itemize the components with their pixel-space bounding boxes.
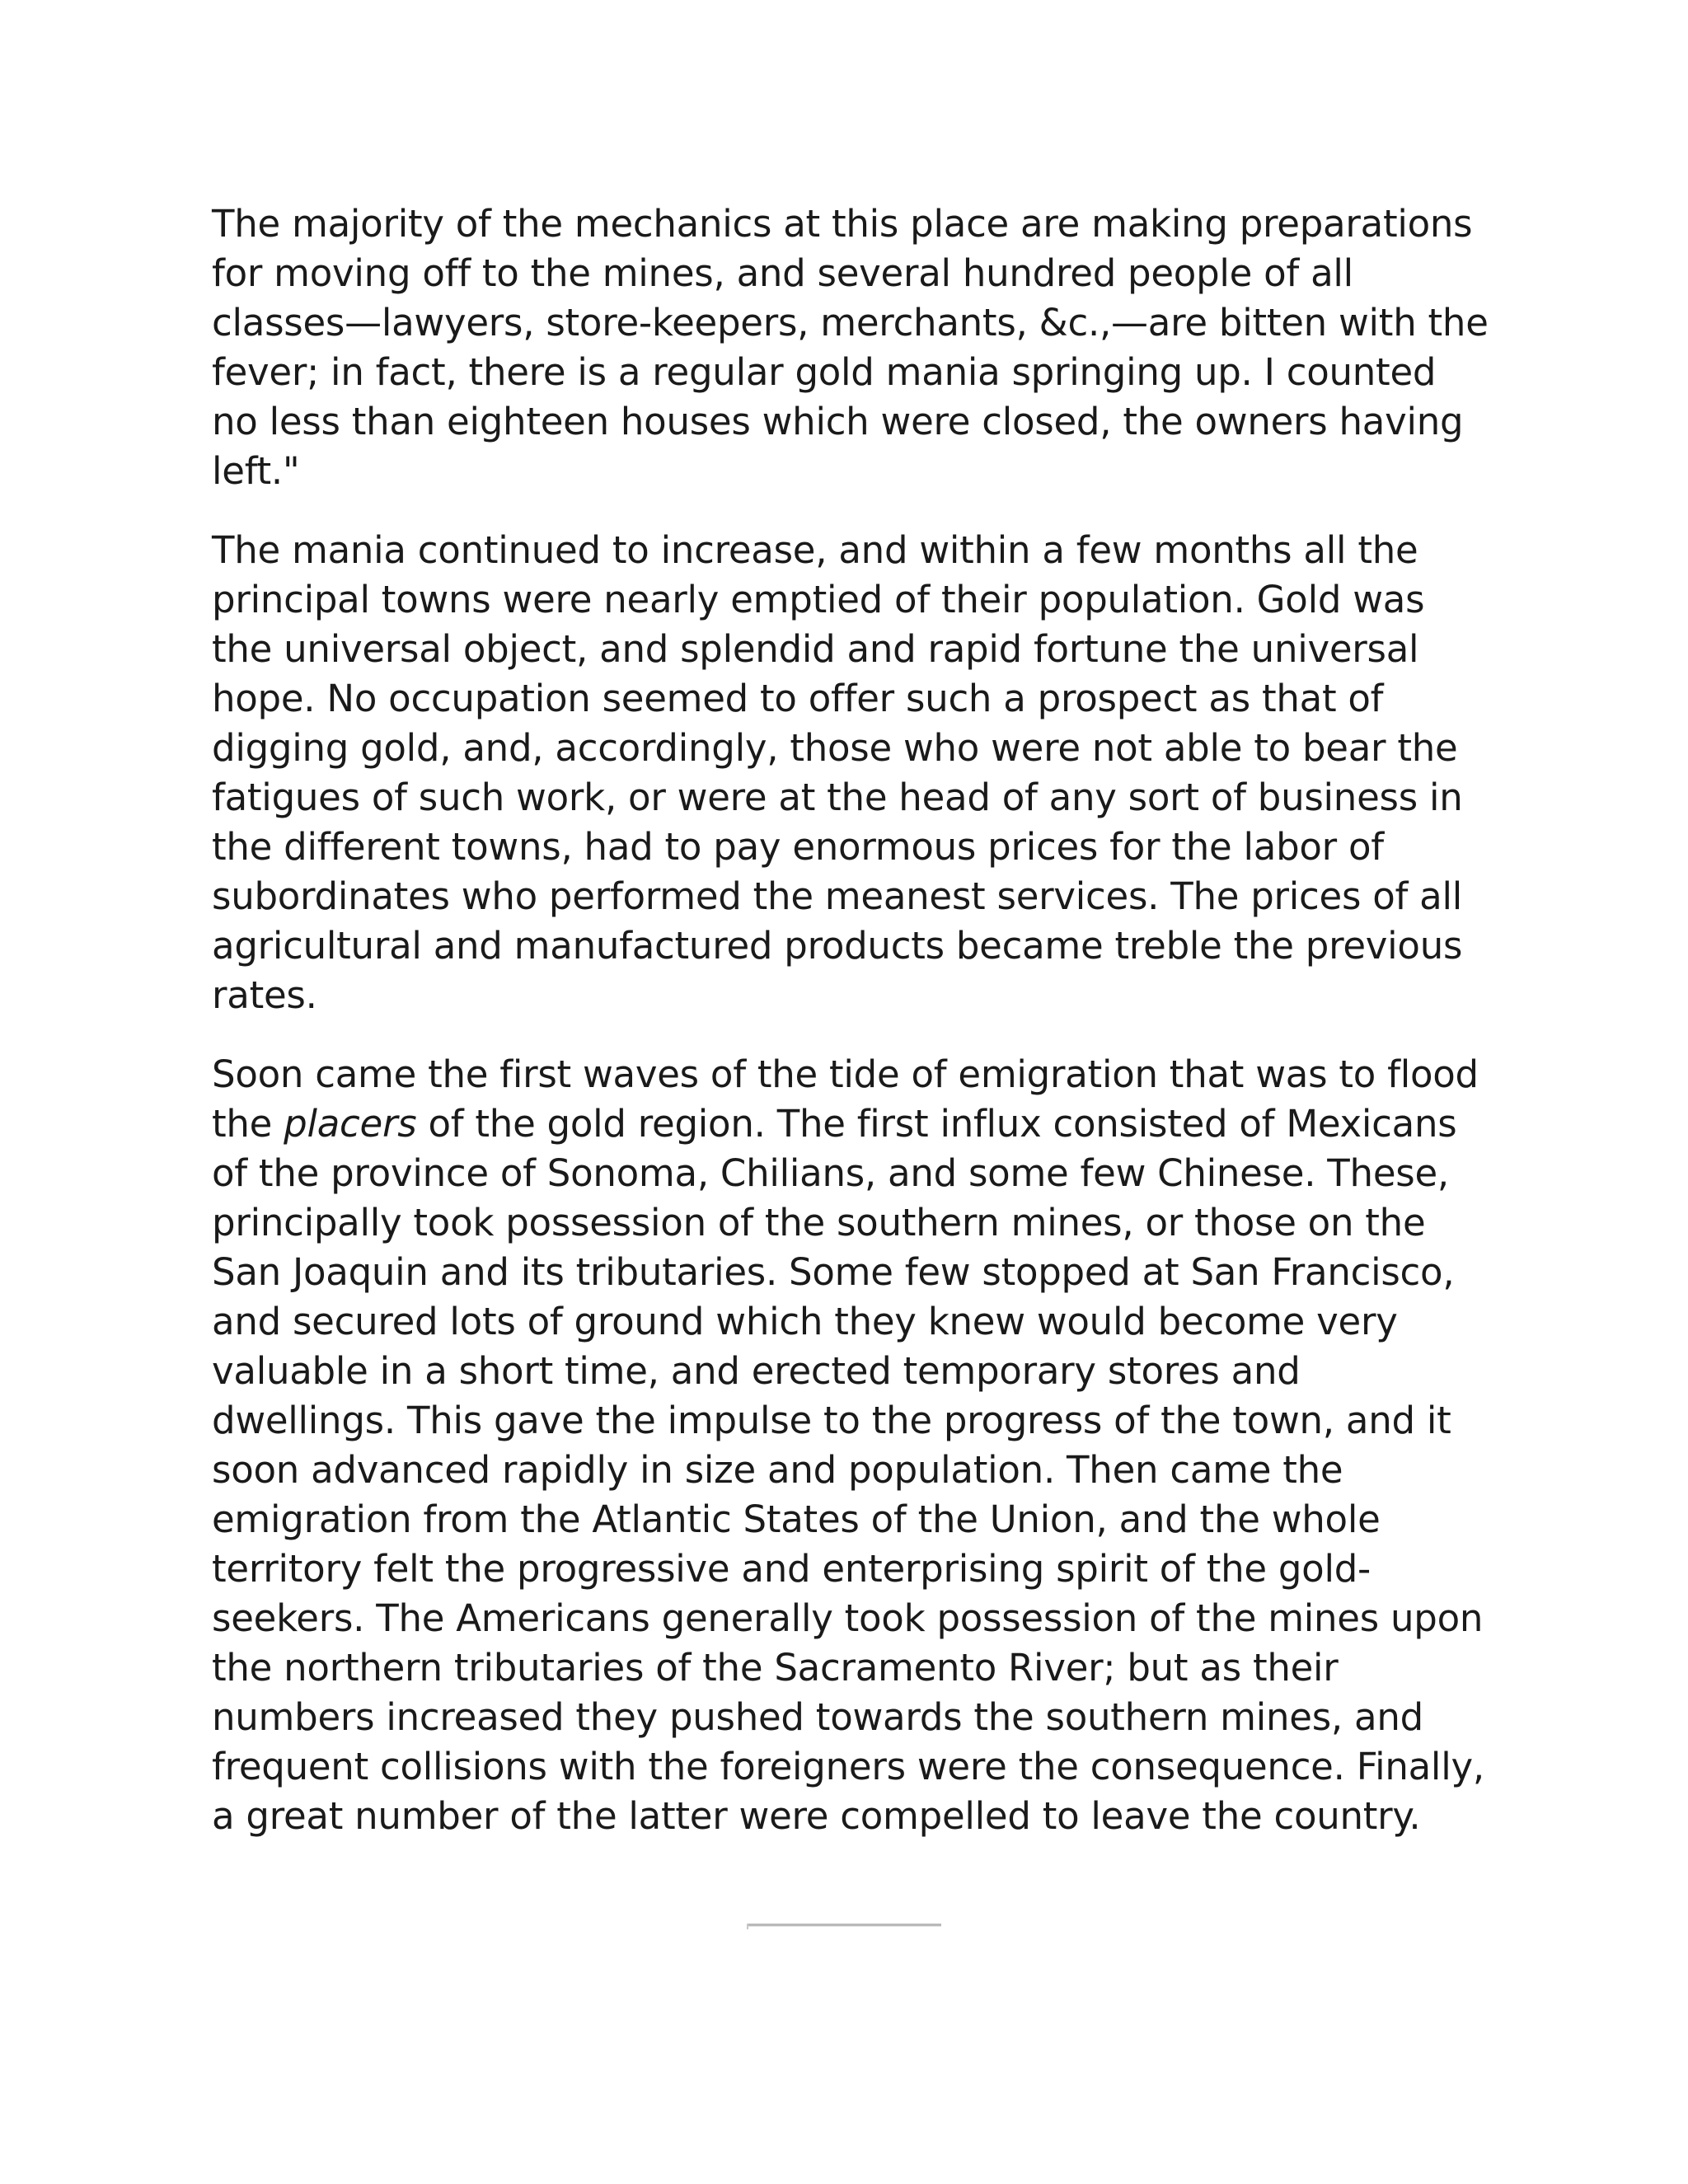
text-line: classes—lawyers, store-keepers, merchants, &c.,—are bitten with the [212, 301, 1489, 344]
paragraph-1 [212, 199, 1498, 496]
paragraph-3 [212, 1050, 1498, 1841]
text-line: a great number of the latter were compelled to leave the country. [212, 1794, 1421, 1838]
section-divider-rule [747, 1924, 941, 1927]
text-line: principally took possession of the southern mines, or those on the [212, 1201, 1426, 1244]
text-line: The majority of the mechanics at this place are making preparations [212, 202, 1473, 246]
text-line: no less than eighteen houses which were closed, the owners having [212, 400, 1464, 443]
text-line: the northern tributaries of the Sacramento River; but as their [212, 1646, 1339, 1690]
text-line: the different towns, had to pay enormous prices for the labor of [212, 825, 1384, 869]
text-line: hope. No occupation seemed to offer such a prospect as that of [212, 677, 1384, 720]
paragraph-spacer [212, 1020, 1498, 1050]
text-line: Soon came the first waves of the tide of emigration that was to flood [212, 1052, 1479, 1096]
text-line: rates. [212, 973, 317, 1017]
text-line: digging gold, and, accordingly, those who were not able to bear the [212, 726, 1458, 770]
text-line: dwellings. This gave the impulse to the progress of the town, and it [212, 1399, 1451, 1442]
text-line: the universal object, and splendid and rapid fortune the universal [212, 627, 1419, 671]
paragraph-2 [212, 526, 1498, 1020]
text-line: fatigues of such work, or were at the head of any sort of business in [212, 776, 1463, 819]
text-line: The mania continued to increase, and within a few months all the [212, 528, 1418, 572]
text-line: numbers increased they pushed towards the southern mines, and [212, 1695, 1423, 1739]
text-line: principal towns were nearly emptied of their population. Gold was [212, 578, 1425, 621]
text-segment: of the gold region. The first influx consisted of Mexicans [416, 1102, 1457, 1146]
text-line-with-italic [212, 1099, 1498, 1149]
italic-term: placers [284, 1102, 417, 1146]
text-line: frequent collisions with the foreigners were the consequence. Finally, [212, 1745, 1484, 1788]
text-line: agricultural and manufactured products became treble the previous [212, 924, 1463, 968]
text-line: San Joaquin and its tributaries. Some few stopped at San Francisco, [212, 1250, 1455, 1294]
text-line: seekers. The Americans generally took possession of the mines upon [212, 1596, 1484, 1640]
text-line: fever; in fact, there is a regular gold mania springing up. I counted [212, 350, 1437, 394]
text-line: and secured lots of ground which they knew would become very [212, 1300, 1398, 1343]
paragraph-spacer [212, 496, 1498, 526]
text-line: subordinates who performed the meanest services. The prices of all [212, 874, 1462, 918]
text-line: valuable in a short time, and erected temporary stores and [212, 1349, 1301, 1393]
text-line: soon advanced rapidly in size and population. Then came the [212, 1448, 1343, 1492]
text-line: territory felt the progressive and enterprising spirit of the gold- [212, 1547, 1372, 1591]
text-line: emigration from the Atlantic States of the Union, and the whole [212, 1497, 1381, 1541]
text-column [212, 199, 1498, 1841]
text-segment: the [212, 1102, 284, 1146]
text-line: left." [212, 449, 300, 493]
text-line: of the province of Sonoma, Chilians, and some few Chinese. These, [212, 1151, 1449, 1195]
text-line: for moving off to the mines, and several hundred people of all [212, 251, 1353, 295]
